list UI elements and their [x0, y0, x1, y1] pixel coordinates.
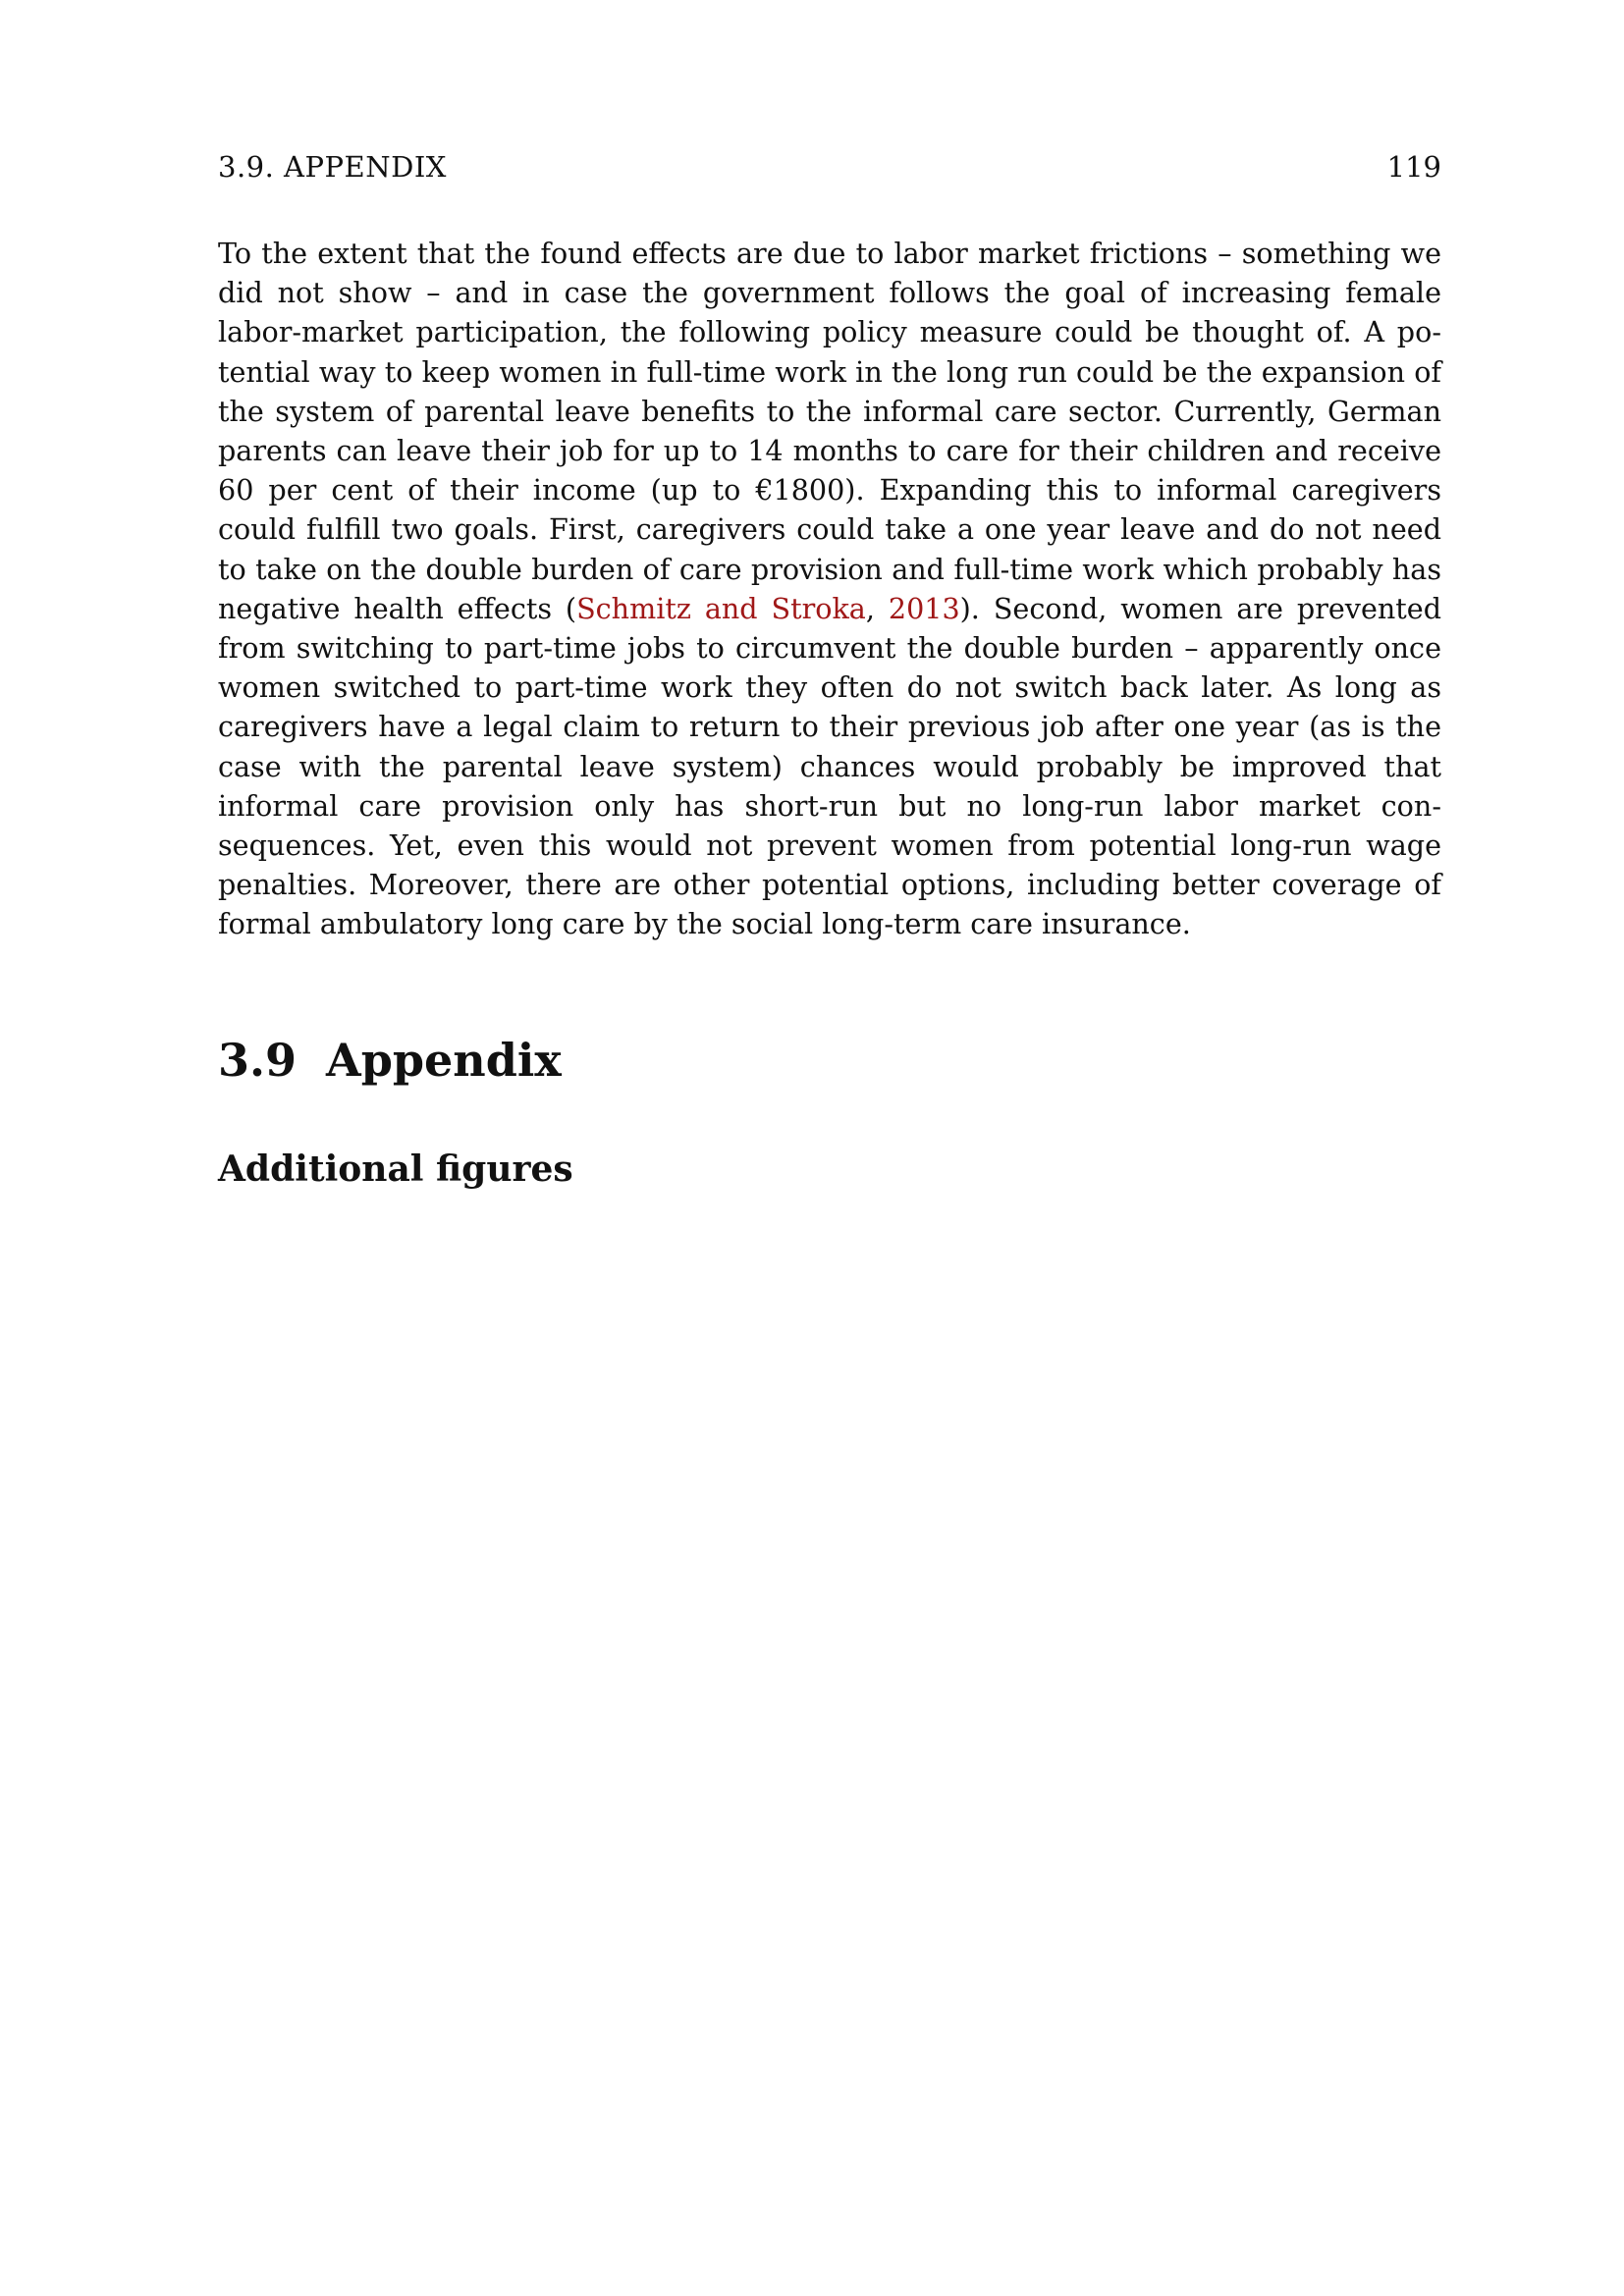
subsection-heading: Additional figures — [218, 1148, 573, 1190]
section-title: Appendix — [326, 1034, 562, 1087]
section-heading — [218, 1033, 562, 1088]
paragraph-text-after-citation: ). Second, women are prevented from switching to part-time jobs to circumvent the double burden – apparently once women switched to part-time work they often do not switch back later. As long as caregivers have a legal claim to return to their previous job after one year (as is the case with the parental leave system) chances would probably be improved that informal care provision only has short-run but no long-run labor market consequences. Yet, even this would not prevent women from potential long-run wage penalties. Moreover, there are other potential options, including better coverage of formal ambulatory long care by the social long-term care insurance. — [218, 591, 1441, 941]
paragraph-text-before-citation: To the extent that the found effects are due to labor market frictions – something we did not show – and in case the government follows the goal of increasing female labor-market participation, the following policy measure could be thought of. A potential way to keep women in full-time work in the long run could be the expansion of the system of parental leave benefits to the informal care sector. Currently, German parents can leave their job for up to 14 months to care for their children and receive 60 per cent of their income (up to €1800). Expanding this to informal caregivers could fulfill two goals. First, caregivers could take a one year leave and do not need to take on the double burden of care provision and full-time work which probably has negative health effects ( — [218, 237, 1441, 625]
running-header-section: 3.9. APPENDIX — [218, 150, 447, 184]
citation-link-authors[interactable]: Schmitz and Stroka — [576, 591, 866, 625]
citation-link-year[interactable]: 2013 — [888, 591, 960, 625]
page-number: 119 — [1386, 150, 1441, 184]
running-header — [218, 147, 1441, 187]
body-paragraph — [218, 234, 1441, 944]
section-number: 3.9 — [218, 1034, 298, 1087]
citation-separator: , — [865, 591, 889, 625]
